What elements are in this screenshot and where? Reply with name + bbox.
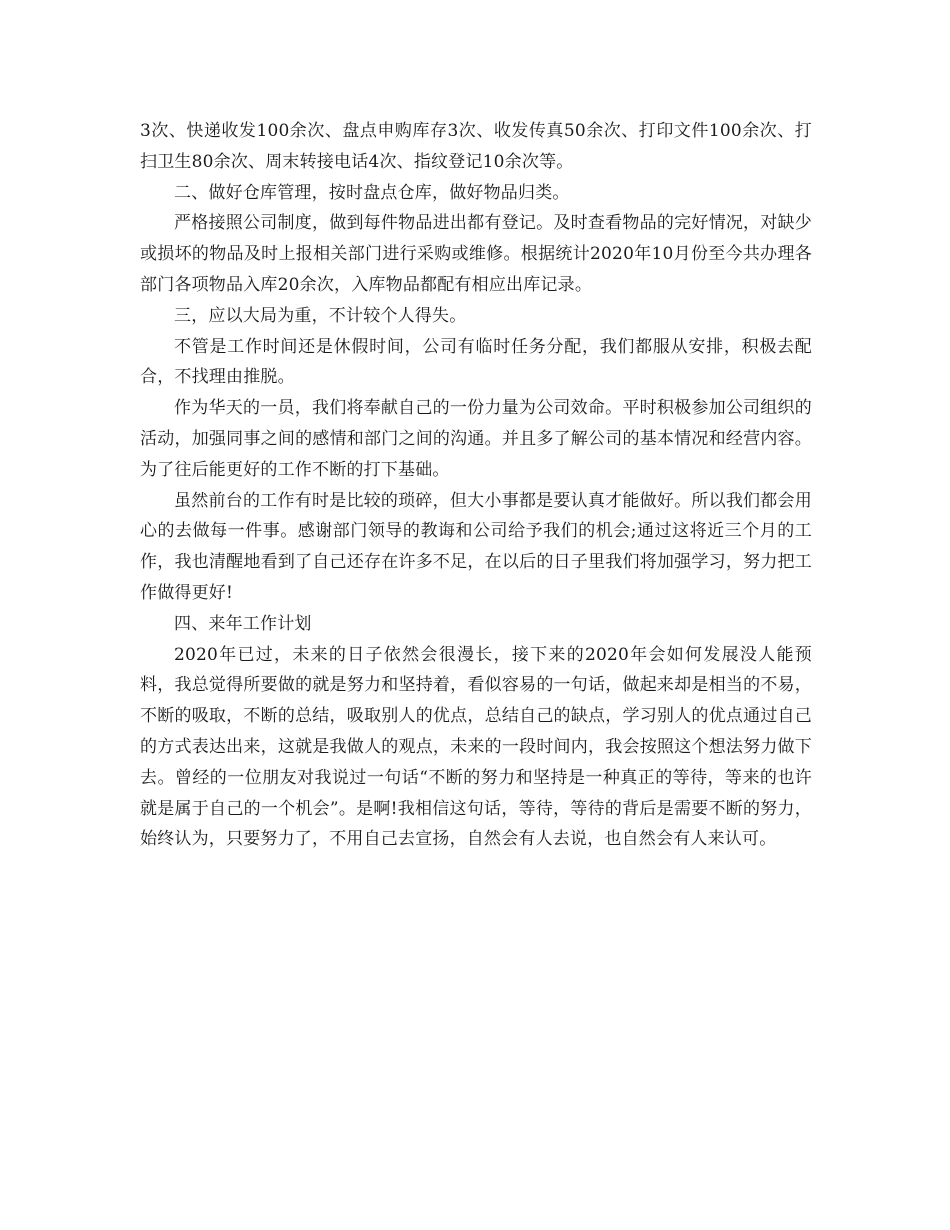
section-heading-3: 三，应以大局为重，不计较个人得失。 [174, 305, 467, 326]
paragraph-3: 严格接照公司制度，做到每件物品进出都有登记。及时查看物品的完好情况，对缺少或损坏的物品及时上报相关部门进行采购或维修。根据统计2020年10月份至今共办理各部门各项物品入库20余次，入库物品都配有相应出库记录。 [140, 213, 813, 295]
paragraph-1: 3次、快递收发100余次、盘点申购库存3次、收发传真50余次、打印文件100余次、打扫卫生80余次、周末转接电话4次、指纹登记10余次等。 [140, 121, 812, 172]
paragraph-6: 作为华天的一员，我们将奉献自己的一份力量为公司效命。平时积极参加公司组织的活动，加强同事之间的感情和部门之间的沟通。并且多了解公司的基本情况和经营内容。为了往后能更好的工作不断的打下基础。 [140, 398, 812, 480]
section-heading-2: 二、做好仓库管理，按时盘点仓库，做好物品归类。 [174, 182, 570, 203]
document-body [140, 116, 812, 855]
section-heading-4: 四、来年工作计划 [174, 613, 312, 634]
paragraph-7: 虽然前台的工作有时是比较的琐碎，但大小事都是要认真才能做好。所以我们都会用心的去做每一件事。感谢部门领导的教诲和公司给予我们的机会;通过这将近三个月的工作，我也清醒地看到了自己还存在许多不足，在以后的日子里我们将加强学习，努力把工作做得更好! [140, 490, 812, 603]
paragraph-5: 不管是工作时间还是休假时间，公司有临时任务分配，我们都服从安排，积极去配合，不找理由推脱。 [140, 336, 812, 388]
paragraph-9: 2020年已过，未来的日子依然会很漫长，接下来的2020年会如何发展没人能预料，我总觉得所要做的就是努力和坚持着，看似容易的一句话，做起来却是相当的不易，不断的吸取，不断的总结，吸取别人的优点，总结自己的缺点，学习别人的优点通过自己的方式表达出来，这就是我做人的观点，未来的一段时间内，我会按照这个想法努力做下去。曾经的一位朋友对我说过一句话“不断的努力和坚持是一种真正的等待，等来的也许就是属于自己的一个机会”。是啊!我相信这句话，等待，等待的背后是需要不断的努力，始终认为，只要努力了，不用自己去宣扬，自然会有人去说，也自然会有人来认可。 [140, 644, 812, 850]
